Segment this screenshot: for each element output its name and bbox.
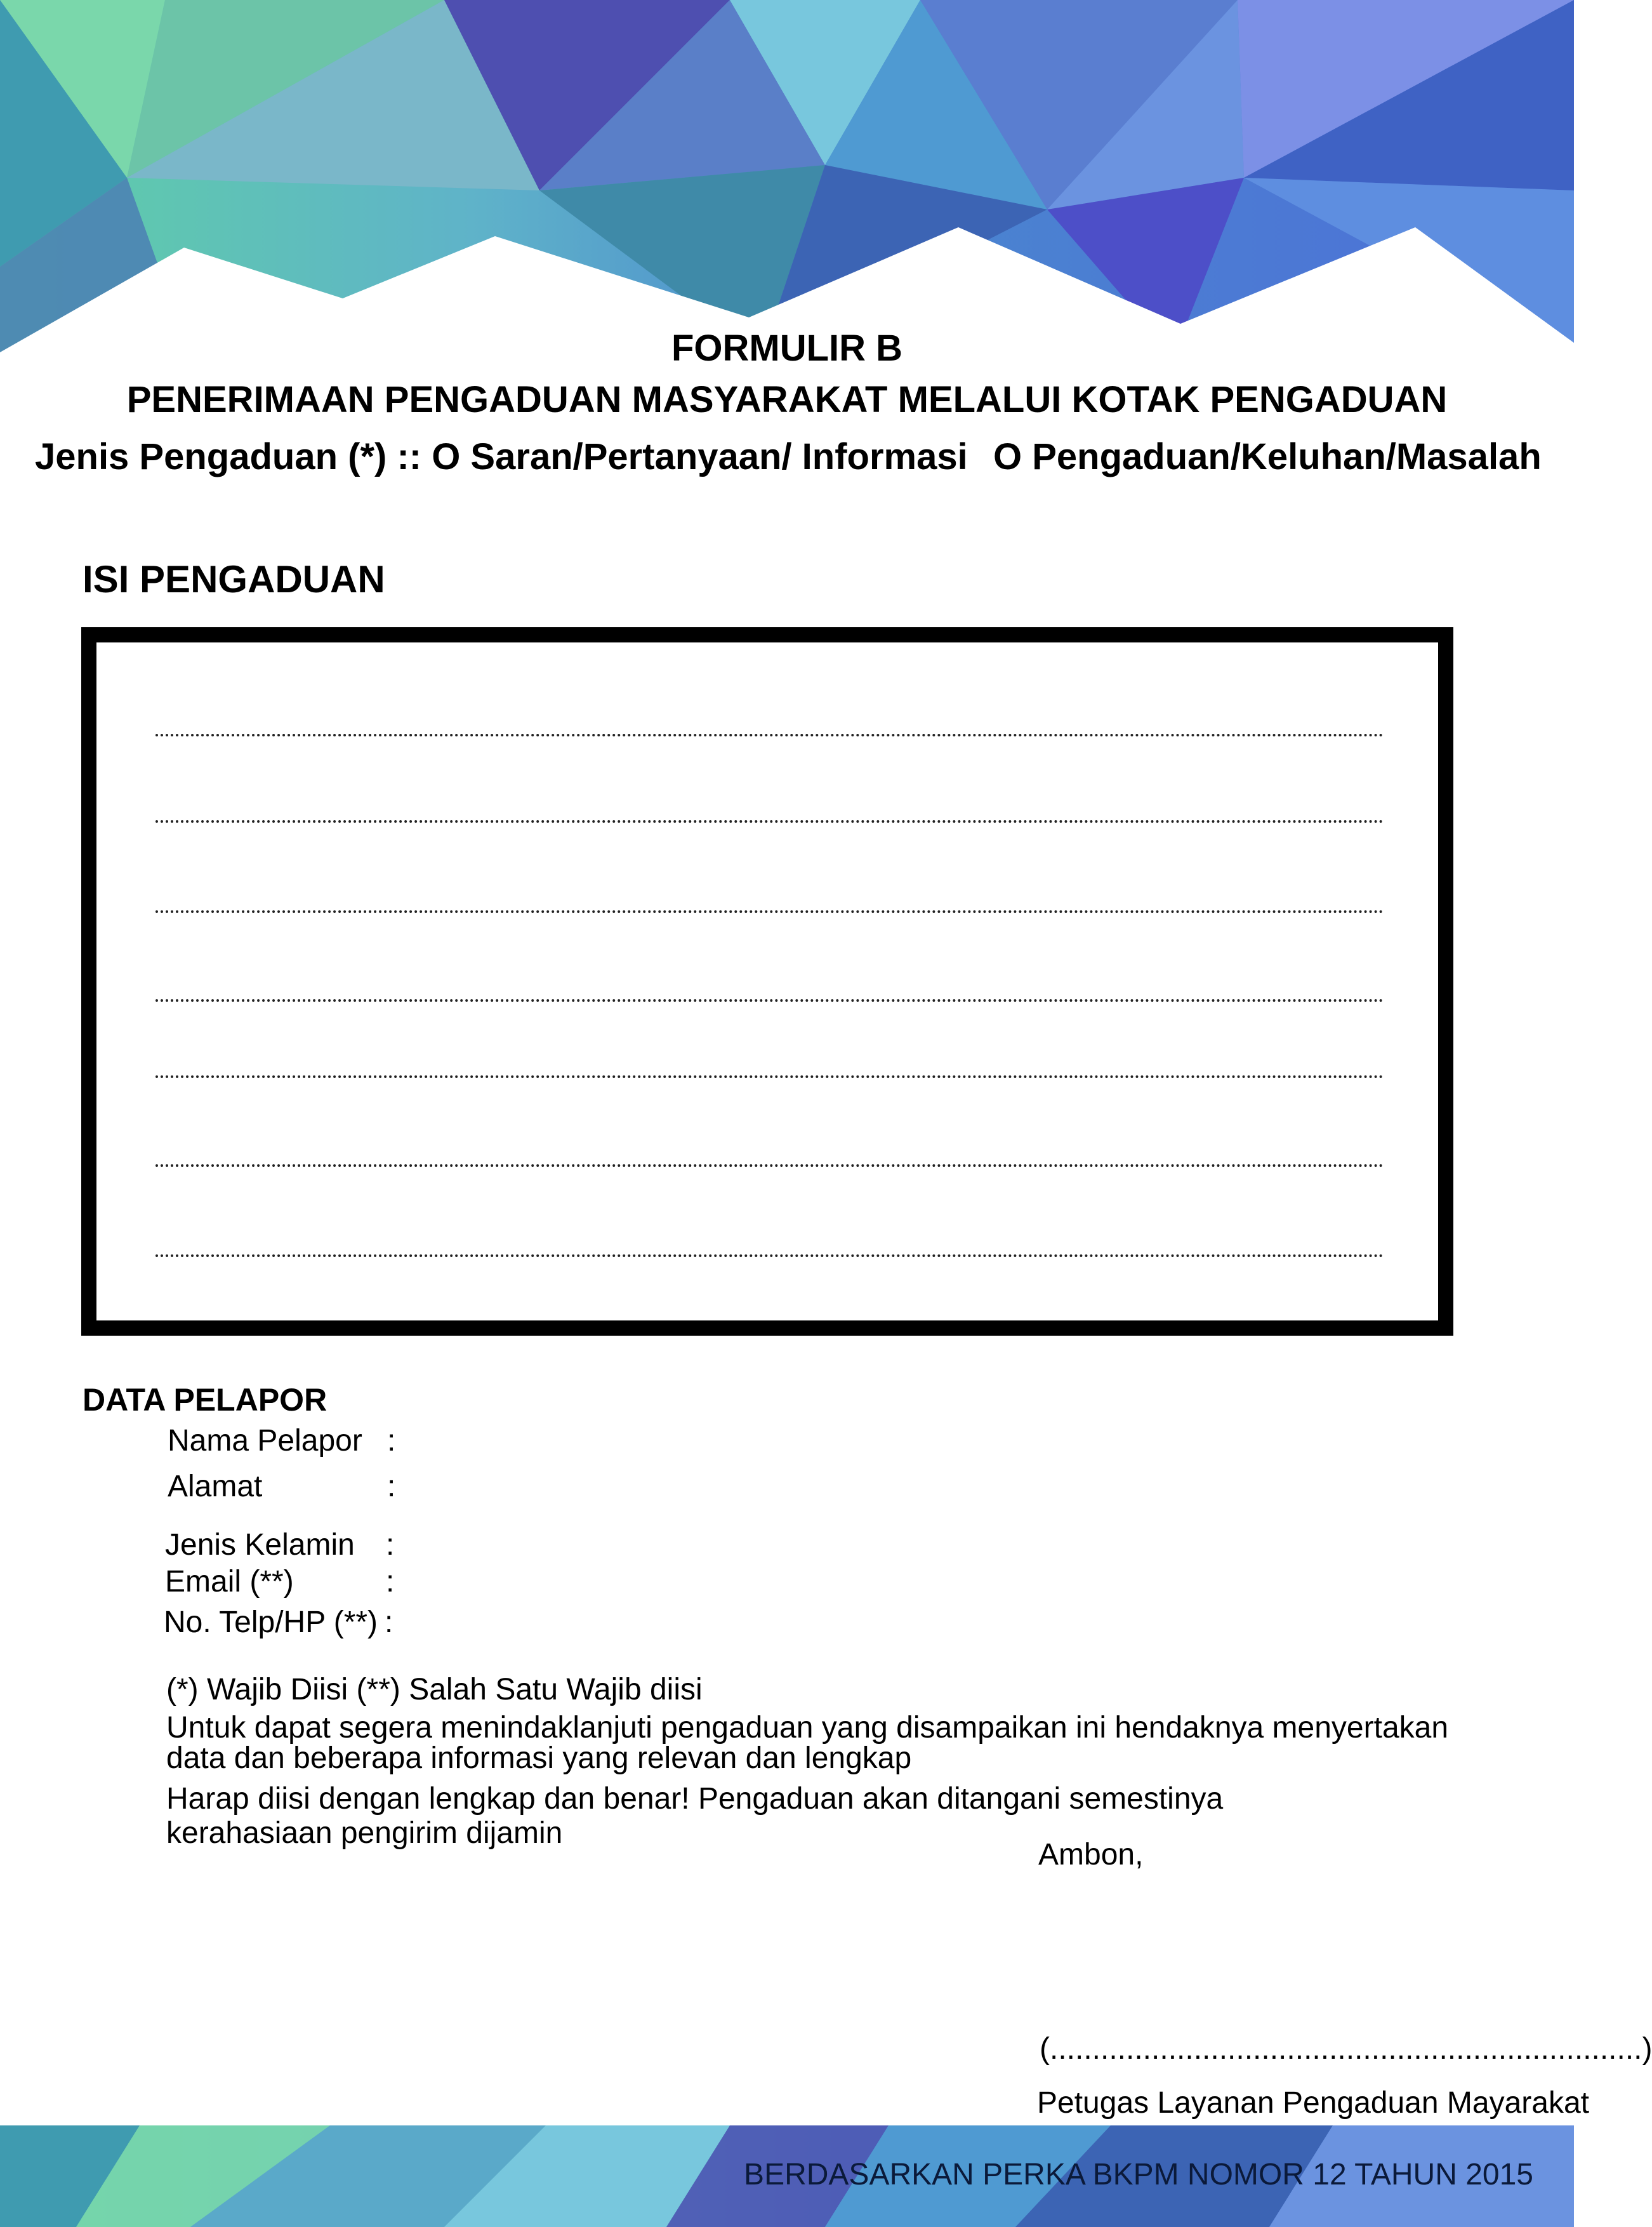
signature-place: Ambon, bbox=[1038, 1838, 1144, 1871]
complaint-type-option-pengaduan[interactable]: O Pengaduan/Keluhan/Masalah bbox=[993, 436, 1542, 477]
complaint-line[interactable] bbox=[155, 1075, 1384, 1078]
field-label-jenis-kelamin: Jenis Kelamin bbox=[165, 1528, 355, 1562]
field-label-telp: No. Telp/HP (**) bbox=[164, 1605, 378, 1639]
reporter-heading: DATA PELAPOR bbox=[83, 1382, 327, 1418]
form-subtitle: PENERIMAAN PENGADUAN MASYARAKAT MELALUI KOTAK PENGADUAN bbox=[126, 379, 1448, 420]
complaint-line[interactable] bbox=[155, 1164, 1384, 1167]
instruction-line-3: Harap diisi dengan lengkap dan benar! Pengaduan akan ditangani semestinya bbox=[166, 1782, 1224, 1816]
field-label-alamat: Alamat bbox=[168, 1470, 263, 1503]
field-colon: : bbox=[387, 1424, 396, 1458]
header-polygon-banner bbox=[0, 0, 1574, 356]
instruction-line-1: Untuk dapat segera menindaklanjuti pengaduan yang disampaikan ini hendaknya menyertakan bbox=[166, 1711, 1449, 1745]
required-note: (*) Wajib Diisi (**) Salah Satu Wajib diisi bbox=[166, 1673, 703, 1706]
field-label-email: Email (**) bbox=[165, 1565, 294, 1599]
field-colon: : bbox=[385, 1605, 393, 1639]
footer-regulation-text: BERDASARKAN PERKA BKPM NOMOR 12 TAHUN 2015 bbox=[744, 2158, 1533, 2191]
complaint-type-option-saran[interactable]: Jenis Pengaduan (*) :: O Saran/Pertanyaan/ Informasi bbox=[35, 436, 968, 477]
complaint-line[interactable] bbox=[155, 734, 1384, 736]
signature-blank[interactable]: (......................................................................) bbox=[1040, 2032, 1652, 2066]
field-colon: : bbox=[387, 1470, 396, 1503]
field-colon: : bbox=[386, 1528, 395, 1562]
complaint-line[interactable] bbox=[155, 1254, 1384, 1257]
complaint-line[interactable] bbox=[155, 910, 1384, 913]
complaint-line[interactable] bbox=[155, 820, 1384, 823]
instruction-line-2: data dan beberapa informasi yang relevan dan lengkap bbox=[166, 1741, 912, 1775]
field-label-nama: Nama Pelapor bbox=[168, 1424, 362, 1458]
complaint-line[interactable] bbox=[155, 999, 1384, 1002]
signature-role: Petugas Layanan Pengaduan Mayarakat bbox=[1037, 2086, 1589, 2120]
instruction-line-4: kerahasiaan pengirim dijamin bbox=[166, 1816, 563, 1850]
form-title: FORMULIR B bbox=[671, 328, 903, 369]
field-colon: : bbox=[386, 1565, 395, 1599]
complaint-heading: ISI PENGADUAN bbox=[83, 558, 385, 601]
